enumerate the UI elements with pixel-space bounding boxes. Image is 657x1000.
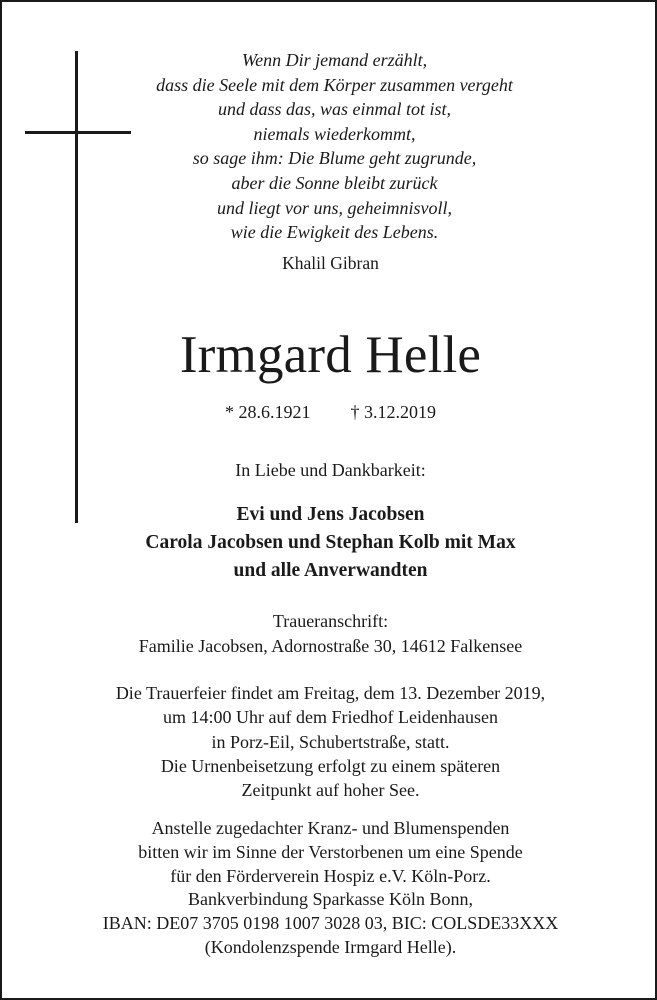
birth-date: * 28.6.1921	[225, 402, 311, 422]
donation-line: IBAN: DE07 3705 0198 1007 3028 03, BIC: COLSDE33XXX	[102, 913, 559, 934]
mourning-address	[2, 609, 657, 658]
poem-line: Wenn Dir jemand erzählt,	[241, 50, 428, 70]
death-date: † 3.12.2019	[350, 402, 436, 422]
poem	[6, 48, 657, 245]
donation-line: bitten wir im Sinne der Verstorbenen um eine Spende	[138, 841, 523, 862]
thanks-line: In Liebe und Dankbarkeit:	[235, 460, 426, 480]
poem-line: und liegt vor uns, geheimnisvoll,	[217, 197, 452, 218]
funeral-line: Die Urnenbeisetzung erfolgt zu einem späteren	[160, 755, 501, 776]
family-line: Evi und Jens Jacobsen	[236, 504, 425, 525]
life-dates	[2, 400, 657, 424]
mourning-family	[2, 501, 657, 585]
poem-line: dass die Seele mit dem Körper zusammen vergeht	[156, 74, 513, 95]
funeral-details	[2, 681, 657, 802]
poem-line: und dass das, was einmal tot ist,	[217, 99, 452, 120]
donation-line: (Kondolenzspende Irmgard Helle).	[204, 936, 457, 957]
address-value: Familie Jacobsen, Adornostraße 30, 14612 Falkensee	[138, 635, 523, 656]
funeral-line: Zeitpunkt auf hoher See.	[241, 780, 420, 801]
family-line: und alle Anverwandten	[233, 560, 428, 581]
poem-line: niemals wiederkommt,	[253, 123, 416, 144]
donation-line: für den Förderverein Hospiz e.V. Köln-Porz.	[170, 865, 491, 886]
deceased-name: Irmgard Helle	[179, 326, 482, 384]
donation-details	[2, 817, 657, 960]
address-label: Traueranschrift:	[272, 611, 389, 631]
funeral-line: um 14:00 Uhr auf dem Friedhof Leidenhausen	[163, 707, 498, 728]
funeral-line: in Porz-Eil, Schubertstraße, statt.	[211, 731, 450, 752]
donation-line: Bankverbindung Sparkasse Köln Bonn,	[188, 889, 473, 910]
poem-line: aber die Sonne bleibt zurück	[231, 172, 438, 193]
poem-line: wie die Ewigkeit des Lebens.	[230, 222, 439, 243]
poem-line: so sage ihm: Die Blume geht zugrunde,	[192, 148, 477, 169]
donation-line: Anstelle zugedachter Kranz- und Blumenspenden	[151, 818, 510, 838]
poem-author: Khalil Gibran	[282, 253, 379, 273]
family-line: Carola Jacobsen und Stephan Kolb mit Max	[145, 532, 516, 553]
funeral-line: Die Trauerfeier findet am Freitag, dem 13. Dezember 2019,	[115, 683, 546, 703]
